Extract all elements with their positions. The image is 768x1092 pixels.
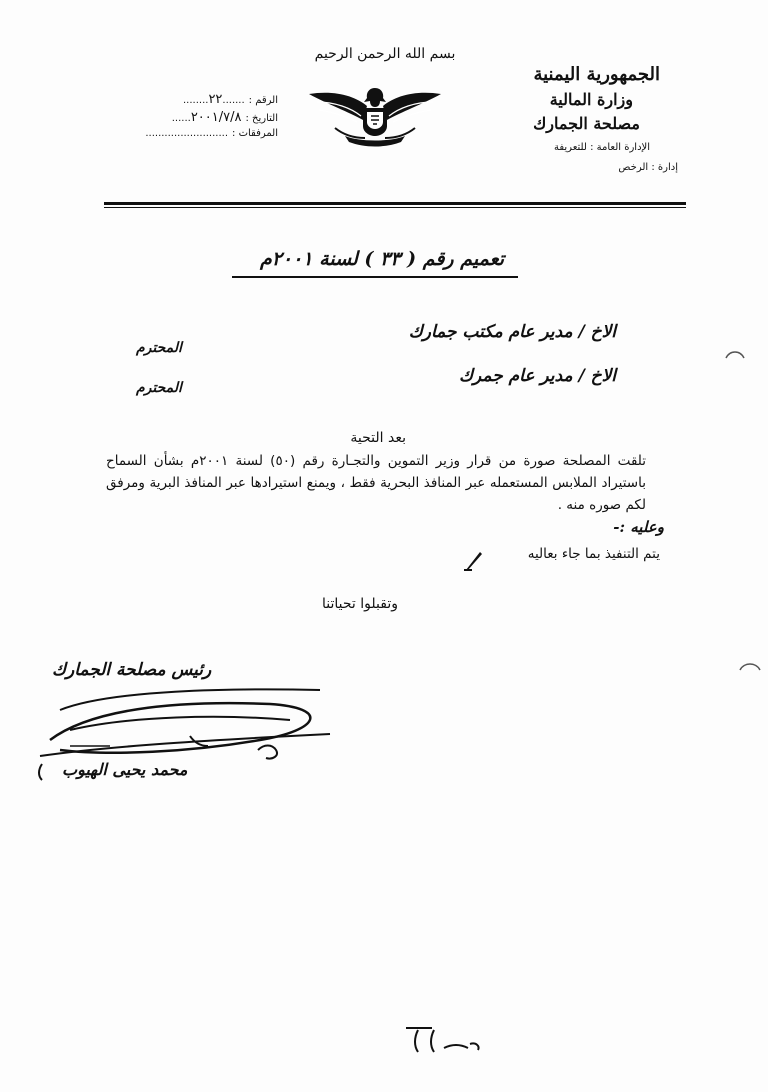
addressee-1-honorific: المحترم — [136, 340, 182, 356]
pencil-mark-icon — [462, 548, 484, 572]
reference-date-value: ٢٠٠١/٧/٨ — [190, 110, 242, 125]
circular-title: تعميم رقم ( ٣٣ ) لسنة ٢٠٠١م — [259, 248, 505, 270]
reference-attachments-row: المرفقات : .......................... — [145, 128, 278, 139]
general-dept-label: الإدارة العامة : — [590, 142, 650, 153]
reference-attachments-label: المرفقات : — [232, 128, 278, 139]
dept-value: الرخص — [618, 162, 649, 173]
addressee-2: الاخ / مدير عام جمرك — [459, 366, 616, 386]
reference-block — [128, 92, 278, 146]
body-paragraph: تلقت المصلحة صورة من قرار وزير التموين والتجـارة رقم (٥٠) لسنة ٢٠٠١م بشأن السماح باستيراد الملابس المستعمله عبر المنافذ البحرية فقط ، ويمنع استيرادها عبر المنافذ البرية ومرفق لكم صوره منه . — [106, 453, 646, 513]
punch-mark-icon — [724, 348, 746, 362]
handwritten-page-mark-icon — [400, 1018, 490, 1058]
republic-name: الجمهورية اليمنية — [533, 64, 660, 85]
authority-name: مصلحة الجمارك — [533, 114, 640, 133]
header-divider-thin — [104, 207, 686, 208]
circular-title-underline — [232, 276, 518, 278]
yemen-eagle-emblem-icon — [305, 80, 445, 150]
reference-date-row: التاريخ : ٢٠٠١/٧/٨ ...... — [171, 110, 278, 125]
header-divider-thick — [104, 202, 686, 205]
dept-label: إدارة : — [651, 162, 678, 173]
department — [618, 162, 678, 173]
general-dept-value: للتعريفة — [553, 142, 587, 153]
ministry-name: وزارة المالية — [549, 90, 633, 109]
general-department — [554, 142, 650, 153]
closing-line: وتقبلوا تحياتنا — [322, 596, 398, 612]
punch-mark-icon — [738, 660, 762, 674]
reference-number-value: ٢٢ — [208, 92, 223, 107]
handwritten-signature-icon — [30, 660, 350, 800]
execution-line: يتم التنفيذ بما جاء بعاليه — [527, 546, 660, 562]
addressee-1: الاخ / مدير عام مكتب جمارك — [408, 322, 616, 342]
reference-date-label: التاريخ : — [245, 113, 278, 124]
therefore-heading: وعليه :- — [613, 518, 664, 536]
signatory-name: محمد يحيى الهيوب — [62, 760, 188, 779]
addressee-2-honorific: المحترم — [136, 380, 182, 396]
signatory-title: رئيس مصلحة الجمارك — [52, 660, 212, 680]
reference-number-row: الرقم : ....... ٢٢ ........ — [183, 92, 278, 107]
greeting: بعد التحية — [350, 430, 406, 446]
reference-number-label: الرقم : — [248, 95, 278, 106]
basmala: بسم الله الرحمن الرحيم — [314, 46, 456, 62]
